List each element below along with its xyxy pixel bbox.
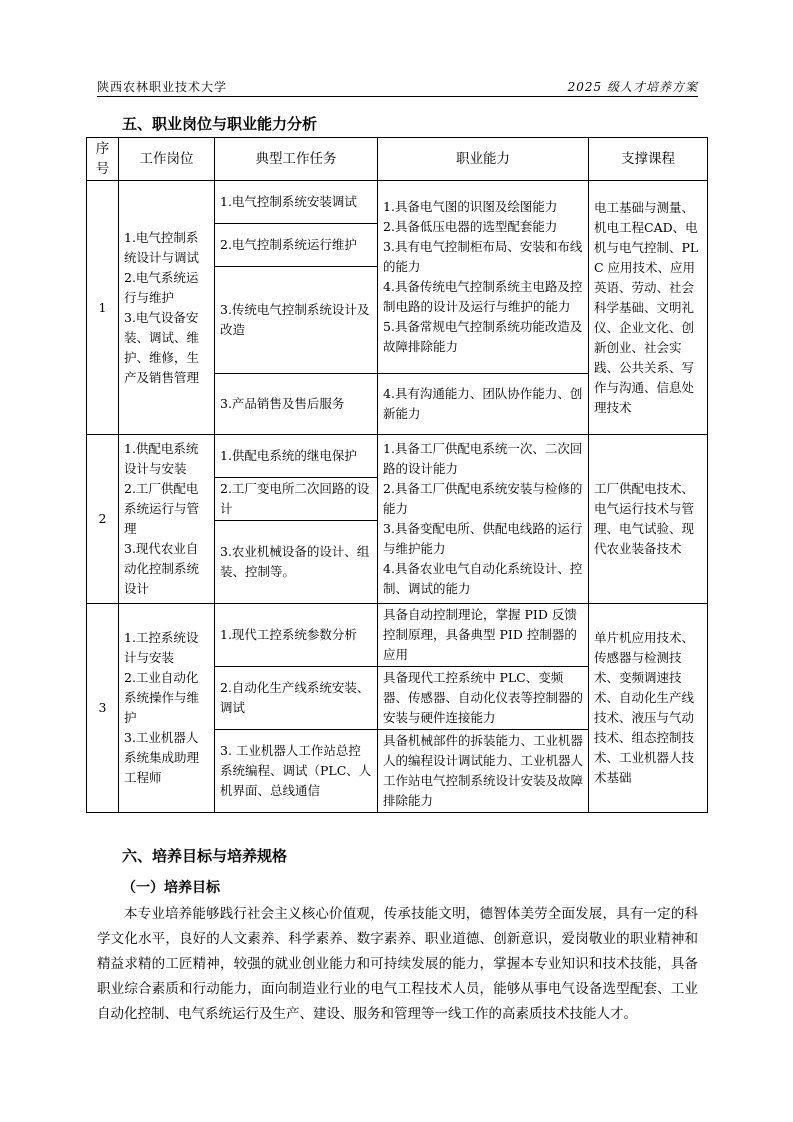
position-ability-table [86, 137, 708, 813]
section-5-heading: 五、职业岗位与职业能力分析 [122, 115, 318, 133]
ability-cell: 具备现代工控系统中 PLC、变频器、传感器、自动化仪表等控制器的安装与硬件连接能力 [378, 667, 589, 730]
col-header-task: 典型工作任务 [215, 138, 378, 181]
typical-task-cell: 3.产品销售及售后服务 [215, 374, 378, 435]
subsection-objective-heading: （一）培养目标 [122, 880, 220, 896]
typical-task-cell: 1.现代工控系统参数分析 [215, 604, 378, 667]
typical-task-cell: 1.供配电系统的继电保护 [215, 435, 378, 478]
course-cell: 工厂供配电技术、电气运行技术与管理、电气试验、现代农业装备技术 [589, 435, 708, 604]
col-header-position: 工作岗位 [119, 138, 215, 181]
ability-cell: 具备自动控制理论，掌握 PID 反馈控制原理，具备典型 PID 控制器的应用 [378, 604, 589, 667]
work-position-cell: 1.工控系统设计与安装 2.工业自动化系统操作与维护 3.工业机器人系统集成助理工程师 [119, 604, 215, 813]
work-position-cell: 1.供配电系统设计与安装 2.工厂供配电系统运行与管理 3.现代农业自动化控制系统设计 [119, 435, 215, 604]
ability-cell: 1.具备工厂供配电系统一次、二次回路的设计能力 2.具备工厂供配电系统安装与检修的能力 3.具备变配电所、供配电线路的运行与维护能力 4.具备农业电气自动化系统设计、控制、调试的能力 [378, 435, 589, 604]
col-header-num: 序号 [87, 138, 119, 181]
header-plan-title: 2025 级人才培养方案 [567, 80, 698, 94]
typical-task-cell: 3.传统电气控制系统设计及改造 [215, 267, 378, 374]
row-number: 3 [87, 604, 119, 813]
typical-task-cell: 2.自动化生产线系统安装、调试 [215, 667, 378, 730]
page-header [97, 78, 698, 97]
table-row [87, 435, 708, 478]
typical-task-cell: 2.工厂变电所二次回路的设计 [215, 478, 378, 521]
course-cell: 电工基础与测量、机电工程CAD、电机与电气控制、PLC 应用技术、应用英语、劳动、社会科学基础、文明礼仪、企业文化、创新创业、社会实践、公共关系、写作与沟通、信息处理技术 [589, 181, 708, 435]
course-cell: 单片机应用技术、传感器与检测技术、变频调速技术、自动化生产线技术、液压与气动技术、组态控制技术、工业机器人技术基础 [589, 604, 708, 813]
header-school-name: 陕西农林职业技术大学 [97, 80, 228, 94]
table-row [87, 604, 708, 667]
work-position-cell: 1.电气控制系统设计与调试 2.电气系统运行与维护 3.电气设备安装、调试、维护、维修，生产及销售管理 [119, 181, 215, 435]
col-header-ability: 职业能力 [378, 138, 589, 181]
row-number: 1 [87, 181, 119, 435]
typical-task-cell: 3.农业机械设备的设计、组装、控制等。 [215, 521, 378, 604]
table-header-row [87, 138, 708, 181]
typical-task-cell: 1.电气控制系统安装调试 [215, 181, 378, 224]
table-row [87, 181, 708, 224]
ability-cell: 4.具有沟通能力、团队协作能力、创新能力 [378, 374, 589, 435]
objective-paragraph: 本专业培养能够践行社会主义核心价值观，传承技能文明，德智体美劳全面发展，具有一定的科学文化水平，良好的人文素养、科学素养、数字素养、职业道德、创新意识，爱岗敬业的职业精神和精益求精的工匠精神，较强的就业创业能力和可持续发展的能力，掌握本专业知识和技术技能，具备职业综合素质和行动能力，面向制造业行业的电气工程技术人员，能够从事电气设备选型配套、工业自动化控制、电气系统运行及生产、建设、服务和管理等一线工作的高素质技术技能人才。 [97, 906, 698, 1022]
section-6-heading: 六、培养目标与培养规格 [122, 847, 288, 865]
typical-task-cell: 3. 工业机器人工作站总控系统编程、调试（PLC、人机界面、总线通信 [215, 730, 378, 813]
ability-cell: 1.具备电气图的识图及绘图能力 2.具备低压电器的选型配套能力 3.具有电气控制柜布局、安装和布线的能力 4.具备传统电气控制系统主电路及控制电路的设计及运行与维护的能力 5.具备常规电气控制系统功能改造及故障排除能力 [378, 181, 589, 374]
row-number: 2 [87, 435, 119, 604]
ability-cell: 具备机械部件的拆装能力、工业机器人的编程设计调试能力、工业机器人工作站电气控制系统设计安装及故障排除能力 [378, 730, 589, 813]
col-header-course: 支撑课程 [589, 138, 708, 181]
typical-task-cell: 2.电气控制系统运行维护 [215, 224, 378, 267]
